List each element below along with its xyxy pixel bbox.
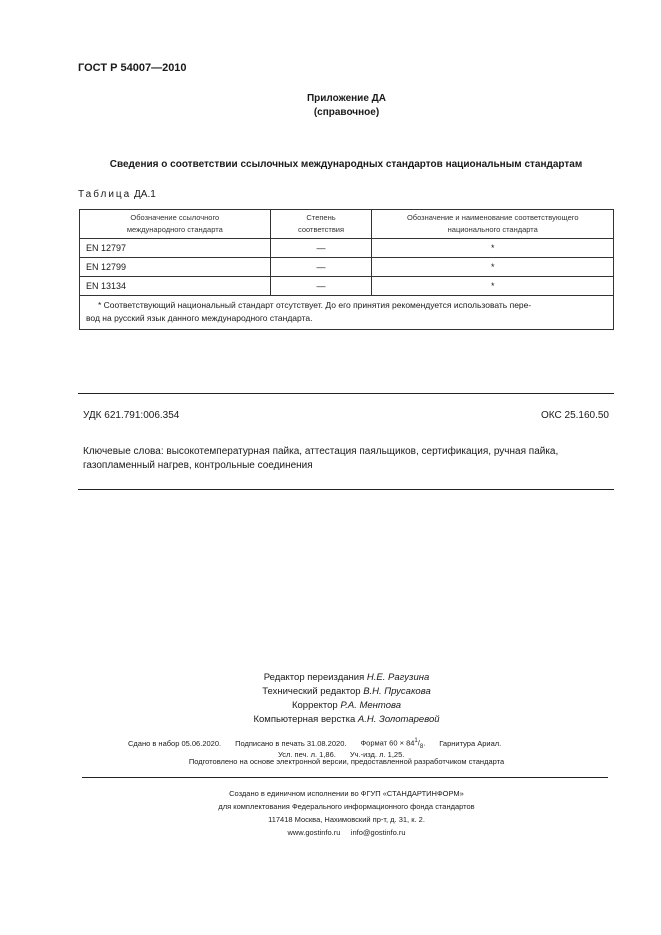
cell-standard: EN 12799 <box>80 258 271 277</box>
credit-person: Н.Е. Рагузина <box>366 672 430 683</box>
format-prefix: Формат 60 × 84 <box>360 738 415 748</box>
table-label-number: ДА.1 <box>134 189 156 200</box>
credit-line <box>0 685 661 699</box>
publisher-line: 117418 Москва, Нахимовский пр-т, д. 31, к. 2. <box>268 815 425 824</box>
credits-block <box>0 671 661 727</box>
appendix-title: Приложение ДА <box>306 93 387 104</box>
header-text: Обозначение и наименование соответствующего <box>406 213 579 222</box>
footnote-line: вод на русский язык данного международного стандарта. <box>86 313 313 323</box>
format-numerator: 1 <box>414 738 418 744</box>
publisher-contacts: www.gostinfo.ru info@gostinfo.ru <box>287 828 406 837</box>
publisher-line: для комплектования Федерального информационного фонда стандартов <box>218 802 475 811</box>
cell-degree: — <box>270 258 372 277</box>
header-degree <box>270 210 372 239</box>
header-text: национального стандарта <box>447 225 538 234</box>
credit-person: В.Н. Прусакова <box>363 686 431 697</box>
document-id: ГОСТ Р 54007—2010 <box>78 62 187 74</box>
header-international-standard <box>80 210 271 239</box>
credit-person: А.Н. Золотаревой <box>357 714 440 725</box>
cell-national: * <box>372 239 614 258</box>
credit-line <box>0 713 661 727</box>
credit-role: Редактор переиздания <box>263 672 365 683</box>
divider <box>78 489 614 490</box>
print-sheets: Усл. печ. л. 1,86. <box>278 750 336 759</box>
cell-standard: EN 13134 <box>80 277 271 296</box>
print-info <box>128 738 515 759</box>
cell-degree: — <box>270 239 372 258</box>
section-title: Сведения о соответствии ссылочных международных стандартов национальным стандартам <box>109 159 583 170</box>
header-text: Степень <box>306 213 336 222</box>
keywords-line: Ключевые слова: высокотемпературная пайка, аттестация паяльщиков, сертификация, ручная пайка, <box>83 446 559 457</box>
appendix-heading <box>0 92 661 120</box>
table-footnote <box>80 296 614 330</box>
divider <box>82 777 608 778</box>
cell-standard: EN 12797 <box>80 239 271 258</box>
table-header-row <box>80 210 614 239</box>
credit-person: Р.А. Ментова <box>340 700 402 711</box>
header-national-standard <box>372 210 614 239</box>
publisher-block <box>0 787 661 839</box>
udk-code: УДК 621.791:006.354 <box>83 410 180 421</box>
header-text: Обозначение ссылочного <box>130 213 220 222</box>
credit-role: Корректор <box>291 700 338 711</box>
credit-line <box>0 699 661 713</box>
cell-national: * <box>372 277 614 296</box>
credit-role: Технический редактор <box>262 686 361 697</box>
publisher-line: Создано в единичном исполнении во ФГУП «СТАНДАРТИНФОРМ» <box>229 789 464 798</box>
correspondence-table <box>79 209 614 330</box>
typeface: Гарнитура Ариал. <box>439 738 502 748</box>
format-denominator: 8 <box>419 744 424 750</box>
table-row <box>80 239 614 258</box>
set-date: Сдано в набор 05.06.2020. <box>128 738 222 748</box>
prepared-note: Подготовлено на основе электронной версии, предоставленной разработчиком стандарта <box>188 757 505 766</box>
table-row <box>80 277 614 296</box>
appendix-subtitle: (справочное) <box>313 107 380 118</box>
keywords <box>83 445 613 473</box>
header-text: международного стандарта <box>126 225 223 234</box>
table-label-word: Таблица <box>78 189 132 200</box>
cell-national: * <box>372 258 614 277</box>
table-footnote-row <box>80 296 614 330</box>
table-label <box>78 189 156 200</box>
paper-format: Формат $60 \times 84^1/_8$. <box>360 738 426 750</box>
cell-degree: — <box>270 277 372 296</box>
signed-date: Подписано в печать 31.08.2020. <box>235 738 347 748</box>
publishing-sheets: Уч.-изд. л. 1,25. <box>349 750 405 759</box>
print-info-line <box>128 738 515 750</box>
divider <box>78 393 614 394</box>
oks-code: ОКС 25.160.50 <box>541 410 609 421</box>
header-text: соответствия <box>298 225 345 234</box>
table-row <box>80 258 614 277</box>
credit-role: Компьютерная верстка <box>253 714 356 725</box>
footnote-line: * Соответствующий национальный стандарт отсутствует. До его принятия рекомендуется использовать пере- <box>98 300 532 310</box>
credit-line <box>0 671 661 685</box>
keywords-line: газопламенный нагрев, контрольные соединения <box>83 460 313 471</box>
